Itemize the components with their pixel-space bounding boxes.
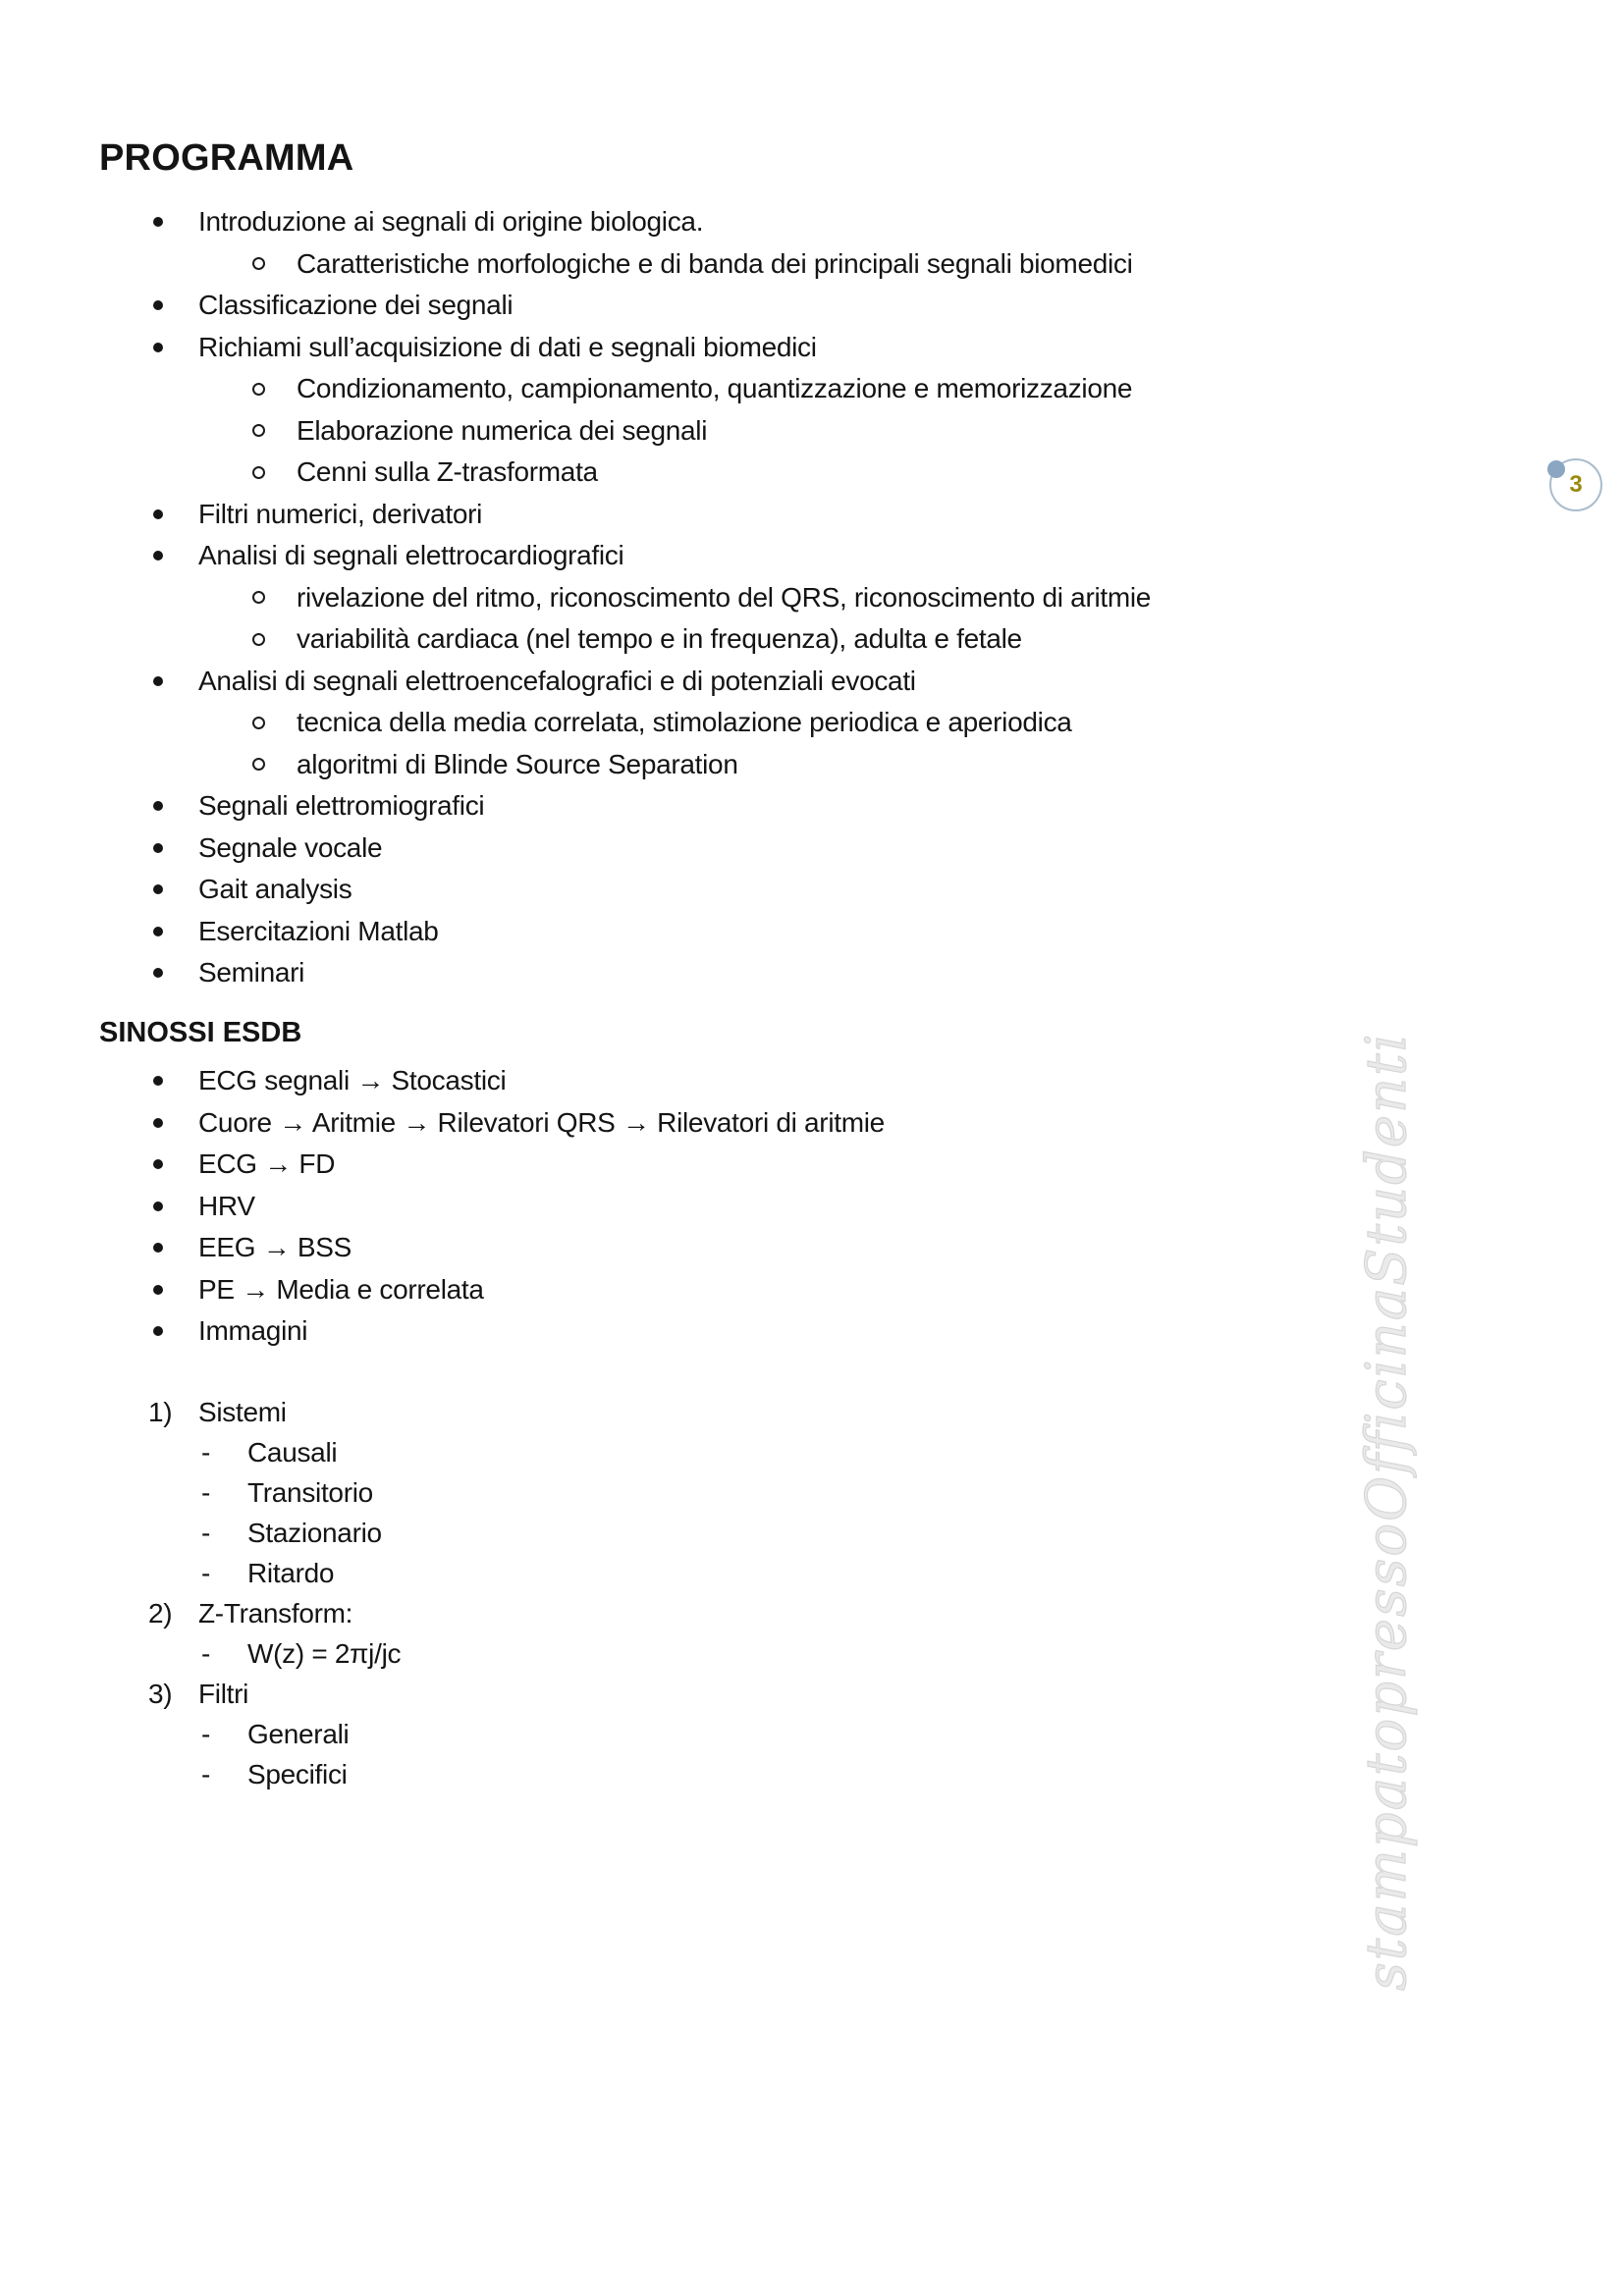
list-item-text: Gait analysis (198, 874, 352, 904)
list-item (0, 869, 1624, 911)
list-item (0, 494, 1624, 536)
list-item (0, 368, 1624, 410)
list-item-text: Z-Transform: (198, 1598, 353, 1629)
circle-icon (252, 633, 265, 646)
list-item-text: Transitorio (247, 1477, 373, 1508)
list-item (0, 828, 1624, 870)
list-item-text: ECG segnali → Stocastici (198, 1065, 507, 1095)
list-item-text: Elaborazione numerica dei segnali (297, 414, 708, 446)
section-heading-sinossi: SINOSSI ESDB (99, 1017, 302, 1048)
list-item-text: Ritardo (247, 1558, 335, 1588)
list-item-text: Caratteristiche morfologiche e di banda dei principali segnali biomedici (297, 247, 1133, 279)
list-item (0, 618, 1624, 661)
bullet-icon (153, 1076, 163, 1086)
comment-dot-icon (1547, 460, 1565, 478)
list-item-text: Classificazione dei segnali (198, 290, 514, 320)
list-item (0, 452, 1624, 494)
list-item-text: Generali (247, 1719, 350, 1749)
bullet-icon (153, 551, 163, 561)
bullet-icon (153, 676, 163, 686)
list-item (0, 661, 1624, 703)
page-title: PROGRAMMA (99, 137, 354, 179)
bullet-icon (153, 1201, 163, 1211)
bullet-icon (153, 1285, 163, 1295)
list-item-text: Immagini (198, 1315, 308, 1346)
dash-marker: - (201, 1638, 211, 1669)
list-item-text: variabilità cardiaca (nel tempo e in frequenza), adulta e fetale (297, 623, 1022, 654)
list-item-text: Causali (247, 1437, 338, 1468)
list-item (0, 911, 1624, 953)
list-item (0, 744, 1624, 786)
list-item-text: ECG → FD (198, 1148, 336, 1179)
bullet-icon (153, 509, 163, 519)
bullet-icon (153, 843, 163, 853)
list-item-text: Analisi di segnali elettroencefalografici e di potenziali evocati (198, 665, 916, 696)
list-item (0, 285, 1624, 327)
list-item-text: Filtri (198, 1679, 249, 1709)
circle-icon (252, 466, 265, 479)
bullet-icon (153, 1243, 163, 1253)
bullet-icon (153, 300, 163, 310)
bullet-icon (153, 801, 163, 811)
circle-icon (252, 257, 265, 270)
dash-marker: - (201, 1437, 211, 1468)
programma-list (0, 201, 1624, 994)
list-item-text: Segnali elettromiografici (198, 790, 485, 821)
list-item-text: Analisi di segnali elettrocardiografici (198, 540, 624, 570)
circle-icon (252, 717, 265, 729)
list-item-text: Sistemi (198, 1397, 287, 1427)
list-item (0, 410, 1624, 453)
list-item-text: Seminari (198, 957, 305, 988)
list-item (0, 327, 1624, 369)
list-item (0, 201, 1624, 243)
dash-marker: - (201, 1558, 211, 1588)
bullet-icon (153, 1326, 163, 1336)
circle-icon (252, 591, 265, 604)
list-item-text: Stazionario (247, 1518, 382, 1548)
list-item-text: Filtri numerici, derivatori (198, 498, 483, 529)
comment-count: 3 (1569, 471, 1583, 498)
list-item-text: W(z) = 2πj/jc (247, 1638, 402, 1669)
list-item-text: Esercitazioni Matlab (198, 915, 439, 946)
bullet-icon (153, 884, 163, 894)
dash-marker: - (201, 1759, 211, 1789)
list-item (0, 785, 1624, 828)
list-item-text: Richiami sull’acquisizione di dati e segnali biomedici (198, 331, 817, 362)
list-item-text: PE → Media e correlata (198, 1273, 484, 1305)
list-item-text: HRV (198, 1190, 255, 1221)
bullet-icon (153, 1159, 163, 1169)
dash-marker: - (201, 1719, 211, 1749)
list-item (0, 243, 1624, 286)
circle-icon (252, 383, 265, 396)
circle-icon (252, 424, 265, 437)
list-item-text: rivelazione del ritmo, riconoscimento del QRS, riconoscimento di aritmie (297, 581, 1152, 613)
bullet-icon (153, 343, 163, 352)
list-item-text: Segnale vocale (198, 831, 383, 863)
list-item-text: algoritmi di Blinde Source Separation (297, 748, 738, 779)
number-marker: 2) (148, 1598, 173, 1629)
list-item (0, 952, 1624, 994)
bullet-icon (153, 1118, 163, 1128)
circle-icon (252, 758, 265, 771)
bullet-icon (153, 217, 163, 227)
dash-marker: - (201, 1477, 211, 1508)
number-marker: 1) (148, 1397, 173, 1427)
list-item-text: EEG → BSS (198, 1232, 352, 1262)
list-item-text: tecnica della media correlata, stimolazione periodica e aperiodica (297, 707, 1072, 737)
watermark: stampatopressoOfficinaStudenti (1355, 1032, 1419, 1991)
list-item-text: Specifici (247, 1759, 348, 1789)
bullet-icon (153, 968, 163, 978)
list-item-text: Cenni sulla Z-trasformata (297, 456, 598, 487)
list-item (0, 535, 1624, 577)
number-marker: 3) (148, 1679, 173, 1709)
list-item-text: Introduzione ai segnali di origine biologica. (198, 206, 704, 237)
list-item-text: Condizionamento, campionamento, quantizzazione e memorizzazione (297, 373, 1133, 403)
list-item (0, 702, 1624, 744)
list-item-text: Cuore → Aritmie → Rilevatori QRS → Rilevatori di aritmie (198, 1106, 885, 1138)
list-item (0, 577, 1624, 619)
dash-marker: - (201, 1518, 211, 1548)
bullet-icon (153, 927, 163, 936)
